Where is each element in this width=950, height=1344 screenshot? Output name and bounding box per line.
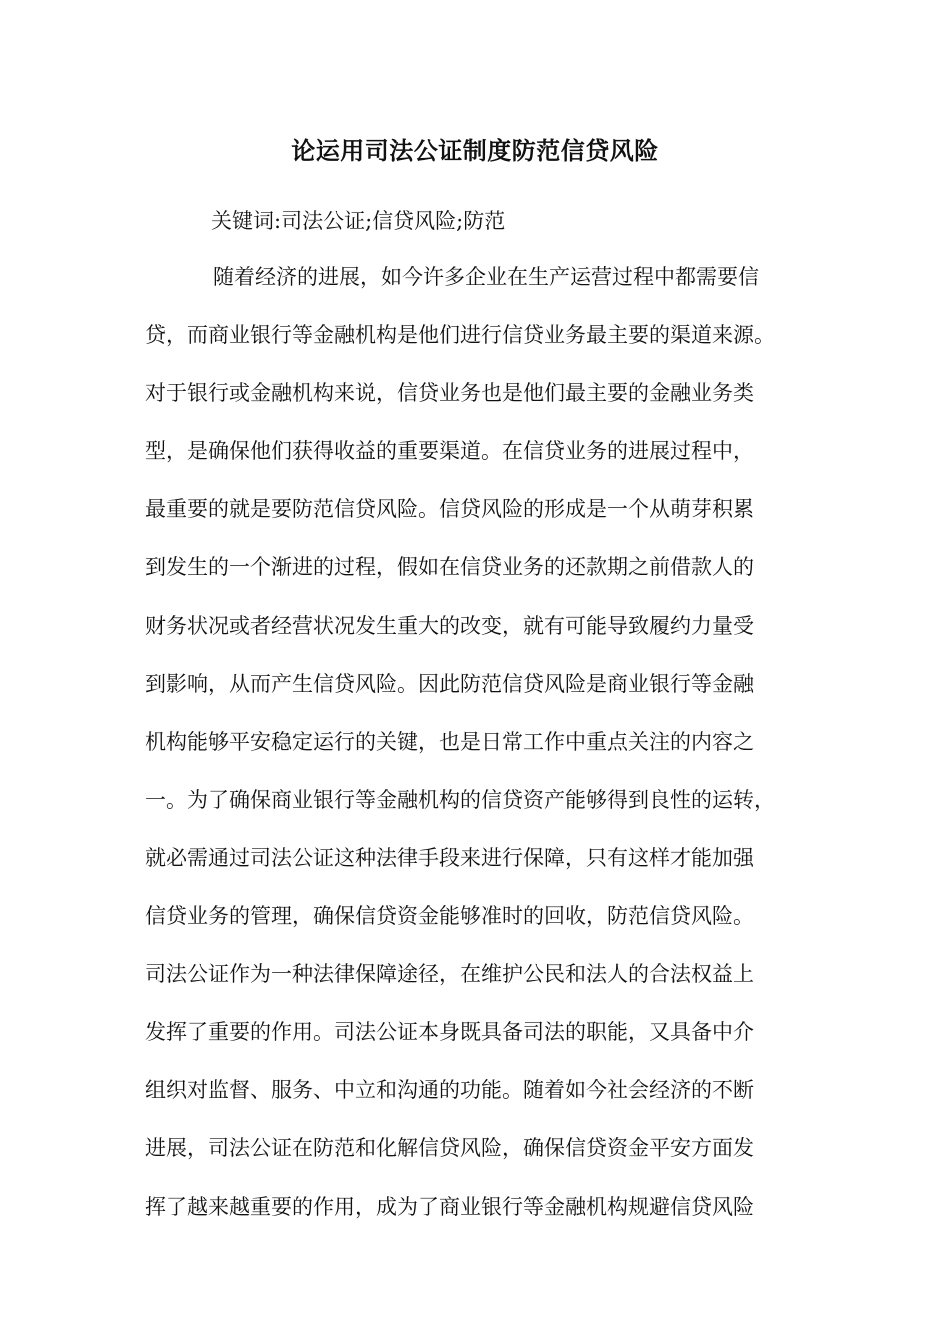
body-line: 挥了越来越重要的作用，成为了商业银行等金融机构规避信贷风险 xyxy=(145,1194,754,1219)
body-text xyxy=(145,257,825,1245)
body-line: 一。为了确保商业银行等金融机构的信贷资产能够得到良性的运转， xyxy=(145,787,775,812)
body-line: 财务状况或者经营状况发生重大的改变，就有可能导致履约力量受 xyxy=(145,613,754,638)
keywords-line: 关键词:司法公证;信贷风险;防范 xyxy=(211,209,506,233)
body-line: 最重要的就是要防范信贷风险。信贷风险的形成是一个从萌芽积累 xyxy=(145,497,754,522)
body-line: 司法公证作为一种法律保障途径，在维护公民和法人的合法权益上 xyxy=(145,962,754,987)
body-line: 到影响，从而产生信贷风险。因此防范信贷风险是商业银行等金融 xyxy=(145,671,754,696)
body-line: 对于银行或金融机构来说，信贷业务也是他们最主要的金融业务类 xyxy=(145,381,754,406)
document-title: 论运用司法公证制度防范信贷风险 xyxy=(291,137,659,165)
body-line: 随着经济的进展，如今许多企业在生产运营过程中都需要信 xyxy=(213,265,759,289)
body-line: 进展，司法公证在防范和化解信贷风险，确保信贷资金平安方面发 xyxy=(145,1136,754,1161)
body-line: 就必需通过司法公证这种法律手段来进行保障，只有这样才能加强 xyxy=(145,845,754,870)
body-line: 机构能够平安稳定运行的关键，也是日常工作中重点关注的内容之 xyxy=(145,729,754,754)
body-line: 到发生的一个渐进的过程，假如在信贷业务的还款期之前借款人的 xyxy=(145,555,754,580)
body-line: 型，是确保他们获得收益的重要渠道。在信贷业务的进展过程中， xyxy=(145,439,754,464)
body-line: 组织对监督、服务、中立和沟通的功能。随着如今社会经济的不断 xyxy=(145,1078,754,1103)
body-line: 贷，而商业银行等金融机构是他们进行信贷业务最主要的渠道来源。 xyxy=(145,323,775,348)
body-line: 发挥了重要的作用。司法公证本身既具备司法的职能，又具备中介 xyxy=(145,1020,754,1045)
body-line: 信贷业务的管理，确保信贷资金能够准时的回收，防范信贷风险。 xyxy=(145,904,754,929)
